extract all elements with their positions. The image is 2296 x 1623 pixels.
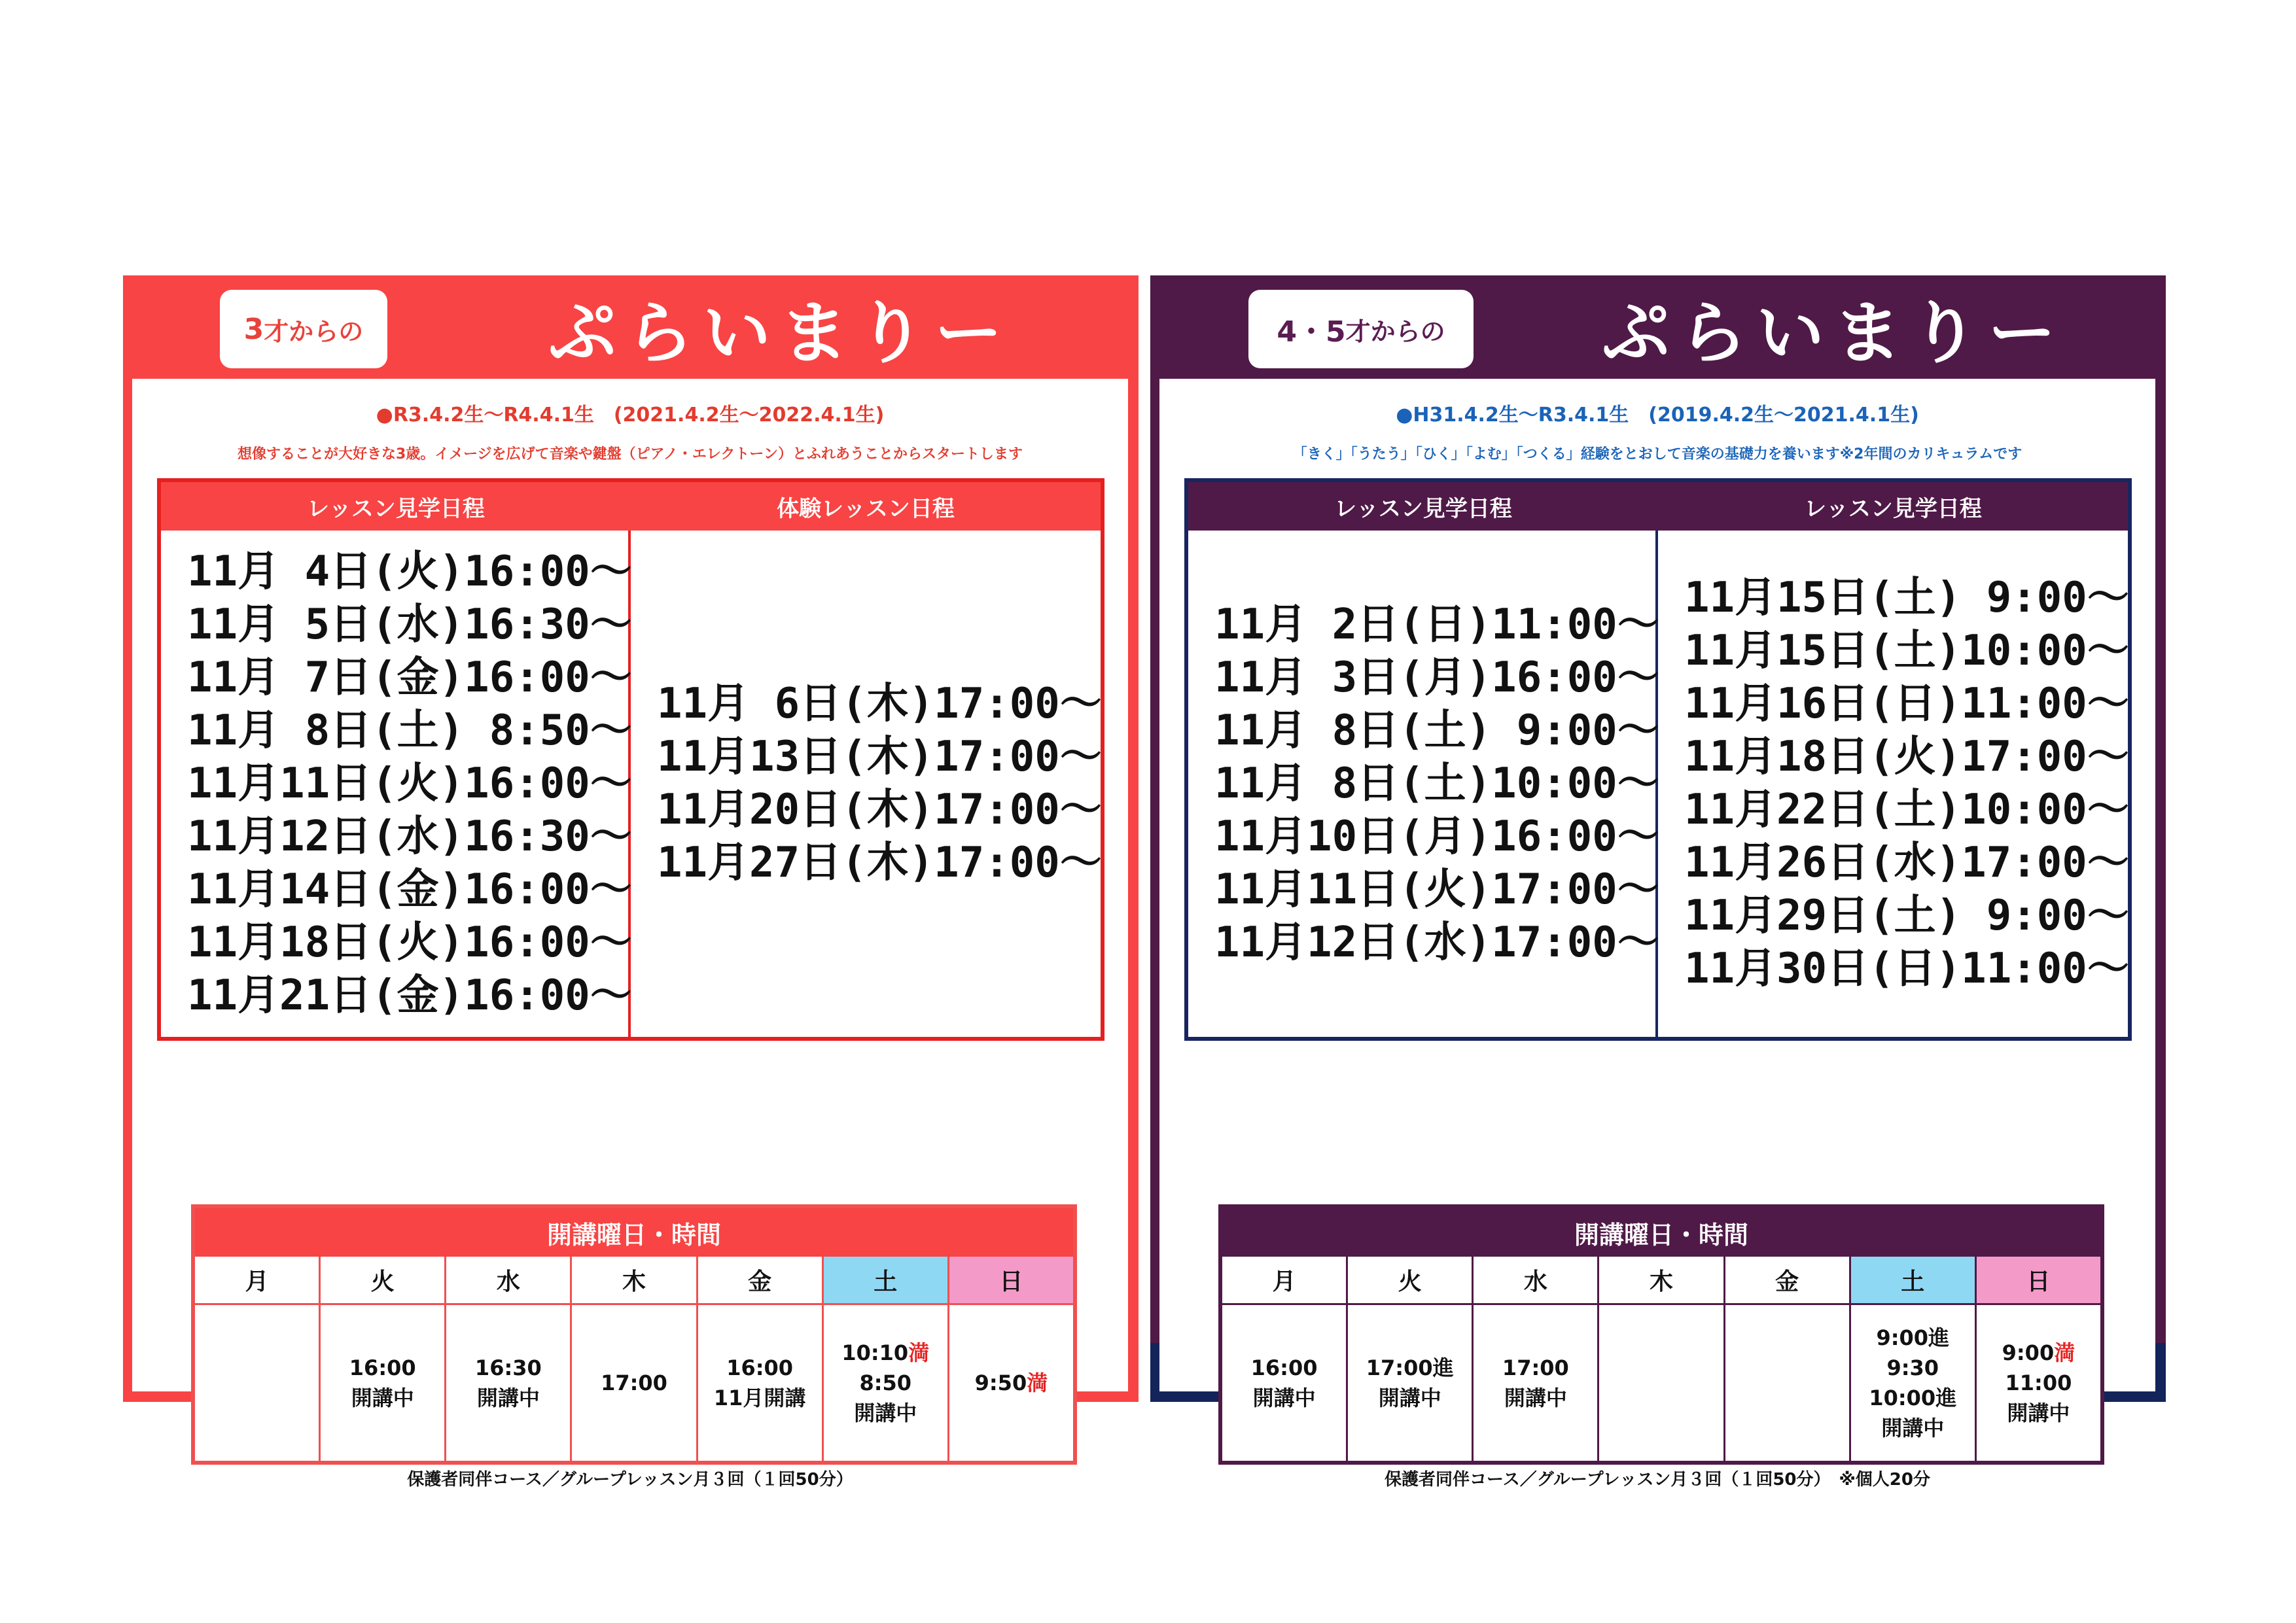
primary-3yo-panel	[123, 275, 1139, 1490]
observation-dates-2	[1658, 531, 2128, 1037]
schedule-table	[157, 478, 1104, 1041]
course-description: 「きく」「うたう」「ひく」「よむ」「つくる」経験をとおして音楽の基礎力を養います※2年間のカリキュラムです	[1292, 446, 2022, 462]
day-wed: 水	[1474, 1257, 1599, 1305]
date-row: 11月18日(火)17:00〜	[1684, 733, 2129, 781]
slot-thu: 17:00	[572, 1305, 698, 1461]
full-mark: 満	[1027, 1370, 1048, 1395]
weekly-header: 開講曜日・時間	[195, 1208, 1073, 1257]
date-row: 11月 8日(土) 9:00〜	[1214, 706, 1659, 755]
date-row: 11月21日(金)16:00〜	[187, 971, 632, 1020]
slot-tue: 16:00 開講中	[321, 1305, 446, 1461]
day-sun: 日	[1977, 1257, 2100, 1305]
slot-time: 11:00 開講中	[2005, 1370, 2072, 1425]
age-number: 3	[243, 312, 264, 346]
date-row: 11月 8日(土)10:00〜	[1214, 759, 1659, 808]
date-row: 11月 3日(月)16:00〜	[1214, 653, 1659, 702]
time-slot-row	[195, 1305, 1073, 1461]
date-row: 11月 6日(木)17:00〜	[657, 680, 1102, 728]
observation-dates	[1188, 531, 1658, 1037]
date-row: 11月 2日(日)11:00〜	[1214, 600, 1659, 649]
primary-45yo-panel	[1150, 275, 2166, 1490]
slot-thu	[1599, 1305, 1725, 1461]
date-row: 11月20日(木)17:00〜	[657, 786, 1102, 834]
date-row: 11月 5日(水)16:30〜	[187, 600, 632, 649]
slot-fri	[1725, 1305, 1851, 1461]
slot-wed: 16:30 開講中	[446, 1305, 572, 1461]
day-tue: 火	[1348, 1257, 1474, 1305]
slot-tue: 17:00進 開講中	[1348, 1305, 1474, 1461]
schedule-body	[1188, 531, 2128, 1037]
date-row: 11月15日(土)10:00〜	[1684, 627, 2129, 675]
slot-time: 9:00満	[2002, 1340, 2075, 1365]
date-row: 11月12日(水)17:00〜	[1214, 918, 1659, 967]
date-row: 11月18日(火)16:00〜	[187, 918, 632, 967]
age-badge	[1248, 290, 1474, 368]
date-row: 11月15日(土) 9:00〜	[1684, 574, 2129, 622]
slot-time: 9:50満	[974, 1370, 1048, 1395]
day-thu: 木	[572, 1257, 698, 1305]
course-note: 保護者同伴コース／グループレッスン月３回（１回50分）	[407, 1470, 853, 1490]
observation-header: レッスン見学日程	[307, 495, 485, 522]
date-row: 11月 4日(火)16:00〜	[187, 547, 632, 596]
weekday-row	[1222, 1257, 2100, 1305]
date-row: 11月14日(金)16:00〜	[187, 865, 632, 914]
weekday-row	[195, 1257, 1073, 1305]
day-tue: 火	[321, 1257, 446, 1305]
date-row: 11月10日(月)16:00〜	[1214, 812, 1659, 861]
schedule-header	[161, 482, 1101, 531]
birth-range: ●H31.4.2生〜R3.4.1生 (2019.4.2生〜2021.4.1生)	[1396, 404, 1919, 427]
date-row: 11月16日(日)11:00〜	[1684, 680, 2129, 728]
slot-sun	[949, 1305, 1073, 1461]
date-row: 11月26日(水)17:00〜	[1684, 839, 2129, 887]
date-row: 11月22日(土)10:00〜	[1684, 786, 2129, 834]
full-mark: 満	[908, 1340, 930, 1365]
day-fri: 金	[698, 1257, 824, 1305]
panel-content	[132, 379, 1128, 1490]
date-row: 11月30日(日)11:00〜	[1684, 945, 2129, 993]
slot-time: 10:10満	[841, 1340, 930, 1365]
observation-header-2: レッスン見学日程	[1804, 495, 1982, 522]
slot-wed: 17:00 開講中	[1474, 1305, 1599, 1461]
observation-header: レッスン見学日程	[1334, 495, 1512, 522]
day-sat: 土	[824, 1257, 949, 1305]
birth-range: ●R3.4.2生〜R4.4.1生 (2021.4.2生〜2022.4.1生)	[376, 404, 885, 427]
day-sun: 日	[949, 1257, 1073, 1305]
weekly-header: 開講曜日・時間	[1222, 1208, 2100, 1257]
weekly-schedule-table	[191, 1204, 1077, 1465]
day-mon: 月	[195, 1257, 321, 1305]
time-slot-row	[1222, 1305, 2100, 1461]
schedule-header	[1188, 482, 2128, 531]
course-description: 想像することが大好きな3歳。イメージを広げて音楽や鍵盤（ピアノ・エレクトーン）とふれあうことからスタートします	[237, 446, 1023, 462]
full-mark: 満	[2054, 1340, 2075, 1365]
day-mon: 月	[1222, 1257, 1348, 1305]
panel-content	[1159, 379, 2155, 1490]
course-title: ぷらいまりー	[1602, 293, 2066, 373]
date-row: 11月12日(水)16:30〜	[187, 812, 632, 861]
date-row: 11月27日(木)17:00〜	[657, 839, 1102, 887]
trial-dates	[631, 531, 1101, 1037]
slot-time: 8:50 開講中	[854, 1370, 917, 1425]
slot-fri: 16:00 11月開講	[698, 1305, 824, 1461]
slot-mon: 16:00 開講中	[1222, 1305, 1348, 1461]
date-row: 11月 8日(土) 8:50〜	[187, 706, 632, 755]
age-suffix: 才からの	[1345, 317, 1445, 346]
date-row: 11月11日(火)16:00〜	[187, 759, 632, 808]
date-row: 11月11日(火)17:00〜	[1214, 865, 1659, 914]
panel-header	[123, 275, 1139, 379]
date-row: 11月29日(土) 9:00〜	[1684, 892, 2129, 940]
day-sat: 土	[1851, 1257, 1977, 1305]
slot-mon	[195, 1305, 321, 1461]
day-fri: 金	[1725, 1257, 1851, 1305]
course-title: ぷらいまりー	[548, 293, 1012, 373]
observation-dates	[161, 531, 631, 1037]
panel-header	[1150, 275, 2166, 379]
trial-header: 体験レッスン日程	[777, 495, 955, 522]
slot-sun	[1977, 1305, 2100, 1461]
date-row: 11月 7日(金)16:00〜	[187, 653, 632, 702]
date-row: 11月13日(木)17:00〜	[657, 733, 1102, 781]
age-suffix: 才からの	[264, 317, 364, 346]
day-thu: 木	[1599, 1257, 1725, 1305]
slot-sat	[824, 1305, 949, 1461]
slot-sat: 9:00進 9:30 10:00進 開講中	[1851, 1305, 1977, 1461]
age-number: 4・5	[1277, 315, 1346, 349]
age-badge	[220, 290, 387, 368]
day-wed: 水	[446, 1257, 572, 1305]
course-note: 保護者同伴コース／グループレッスン月３回（１回50分） ※個人20分	[1385, 1470, 1930, 1490]
weekly-schedule-table	[1218, 1204, 2104, 1465]
schedule-table	[1184, 478, 2132, 1041]
schedule-body	[161, 531, 1101, 1037]
